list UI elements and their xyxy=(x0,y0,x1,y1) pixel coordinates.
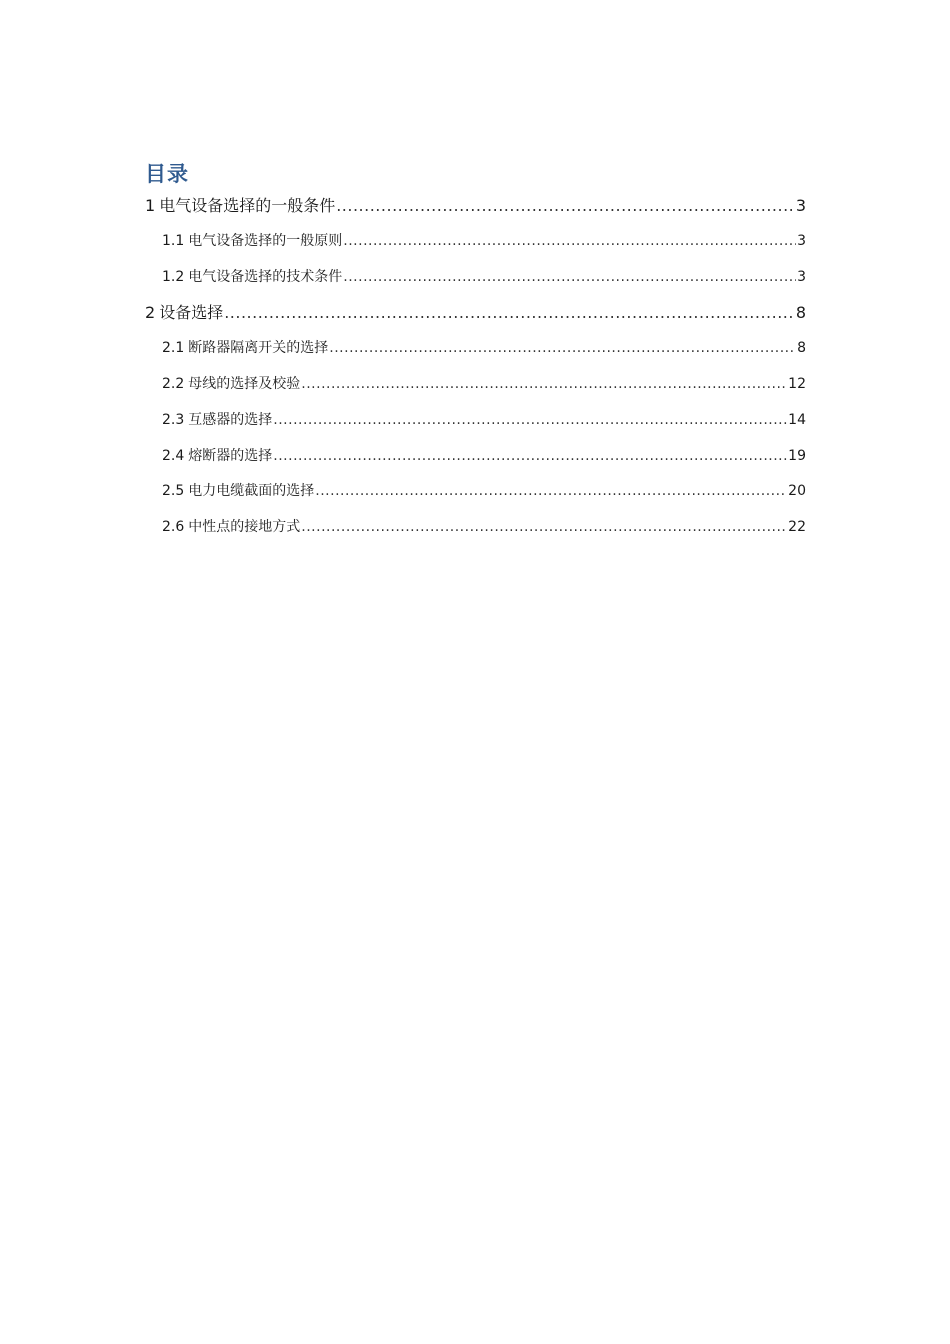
toc-dot-leader xyxy=(315,474,787,510)
toc-entry-label xyxy=(162,474,314,510)
toc-page-number: 8 xyxy=(797,340,806,357)
toc-entry-label xyxy=(162,260,342,296)
toc-page-number: 19 xyxy=(788,447,806,464)
toc-entry-text: 熔断器的选择 xyxy=(188,447,273,464)
toc-dot-leader xyxy=(343,260,796,296)
toc-entry-text: 中性点的接地方式 xyxy=(188,519,301,536)
toc-entry-text: 设备选择 xyxy=(159,303,224,323)
toc-entry-label xyxy=(145,295,223,331)
toc-entry-label xyxy=(145,188,335,224)
toc-entry-label xyxy=(162,224,342,260)
toc-page-number: 12 xyxy=(788,375,806,392)
toc-title: 目录 xyxy=(145,162,189,186)
toc-entry-number: 2 xyxy=(145,303,156,323)
toc-entry-2-4[interactable] xyxy=(145,439,806,475)
toc-entry-number: 2.6 xyxy=(162,519,185,536)
toc-entry-number: 1.2 xyxy=(162,268,185,285)
toc-entry-text: 电气设备选择的一般原则 xyxy=(188,232,343,249)
toc-entry-text: 电力电缆截面的选择 xyxy=(188,483,315,500)
toc-dot-leader xyxy=(301,510,787,546)
toc-dot-leader xyxy=(343,224,796,260)
toc-dot-leader xyxy=(273,403,787,439)
toc-page-number: 3 xyxy=(795,196,806,215)
toc-dot-leader xyxy=(329,331,796,367)
toc-dot-leader xyxy=(273,439,787,475)
toc-page-number: 14 xyxy=(788,411,806,428)
toc-entry-2-3[interactable] xyxy=(145,403,806,439)
toc-entry-text: 电气设备选择的一般条件 xyxy=(159,196,336,215)
toc-entry-number: 2.2 xyxy=(162,375,185,392)
toc-page-number: 3 xyxy=(797,232,806,249)
toc-entry-2[interactable] xyxy=(145,295,806,331)
toc-entry-number: 2.3 xyxy=(162,411,185,428)
toc-entry-number: 1.1 xyxy=(162,232,185,249)
toc-entry-1[interactable] xyxy=(145,188,806,224)
toc-entry-1-1[interactable] xyxy=(145,224,806,260)
toc-entry-2-5[interactable] xyxy=(145,474,806,510)
toc-entry-text: 电气设备选择的技术条件 xyxy=(188,268,343,285)
table-of-contents xyxy=(145,158,806,546)
toc-page-number: 8 xyxy=(795,303,806,323)
toc-entry-text: 母线的选择及校验 xyxy=(188,375,301,392)
toc-entry-label xyxy=(162,510,300,546)
toc-page-number: 3 xyxy=(797,268,806,285)
toc-entry-label xyxy=(162,439,272,475)
toc-entry-text: 互感器的选择 xyxy=(188,411,273,428)
toc-entry-1-2[interactable] xyxy=(145,260,806,296)
toc-page-number: 20 xyxy=(788,483,806,500)
toc-entry-2-1[interactable] xyxy=(145,331,806,367)
toc-page-number: 22 xyxy=(788,519,806,536)
toc-entry-number: 2.4 xyxy=(162,447,185,464)
toc-entry-text: 断路器隔离开关的选择 xyxy=(188,340,329,357)
toc-entry-label xyxy=(162,367,300,403)
toc-dot-leader xyxy=(336,188,795,224)
toc-entry-number: 1 xyxy=(145,196,156,215)
toc-entry-number: 2.1 xyxy=(162,340,185,357)
toc-dot-leader xyxy=(301,367,787,403)
toc-entry-2-6[interactable] xyxy=(145,510,806,546)
toc-entry-label xyxy=(162,403,272,439)
toc-entry-2-2[interactable] xyxy=(145,367,806,403)
toc-entry-number: 2.5 xyxy=(162,483,185,500)
toc-entry-label xyxy=(162,331,328,367)
toc-dot-leader xyxy=(224,295,795,331)
